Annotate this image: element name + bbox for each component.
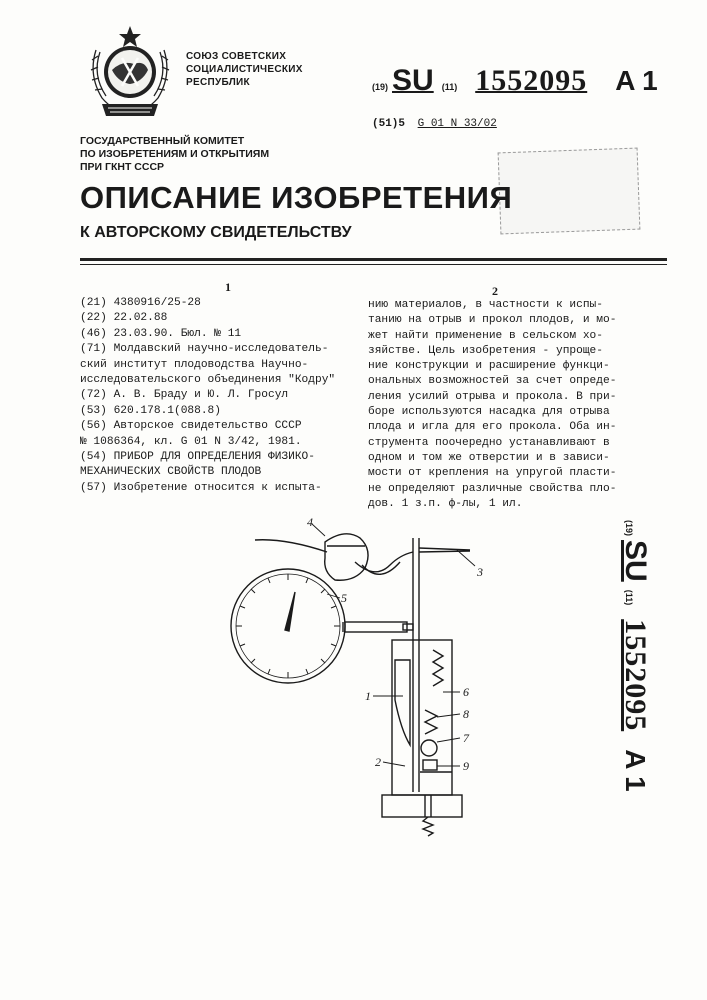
side-code-19: (19) (624, 520, 634, 537)
patent-number: 1552095 (475, 64, 588, 97)
country-name-line: РЕСПУБЛИК (186, 77, 250, 88)
side-country-code: SU (619, 540, 652, 582)
ipc-code: (51)5 (372, 118, 406, 130)
label-2: 2 (375, 755, 381, 769)
kind-code: A 1 (615, 65, 658, 96)
header-rule-thin (80, 264, 667, 265)
label-7: 7 (463, 731, 469, 745)
biblio-line: МЕХАНИЧЕСКИХ СВОЙСТВ ПЛОДОВ (80, 466, 262, 479)
label-5: 5 (341, 591, 347, 605)
label-1: 1 (365, 689, 371, 703)
side-code-11: (11) (624, 589, 634, 606)
side-kind-code: A 1 (620, 749, 651, 792)
country-code: SU (392, 64, 434, 97)
label-9: 9 (463, 759, 469, 773)
committee-line: ПРИ ГКНТ СССР (80, 161, 165, 173)
stamp-line (499, 159, 637, 164)
bibliographic-data (80, 296, 350, 496)
biblio-line: № 1086364, кл. G 01 N 3/42, 1981. (80, 435, 302, 448)
column-number-left: 1 (225, 280, 231, 294)
biblio-line: ский институт плодоводства Научно- (80, 358, 309, 371)
abstract-line: зяйстве. Цель изобретения - упроще- (368, 344, 603, 357)
committee-line: ПО ИЗОБРЕТЕНИЯМ И ОТКРЫТИЯМ (80, 148, 270, 160)
abstract-line: плода и игла для его прокола. Оба ин- (368, 421, 617, 434)
abstract-line: нию материалов, в частности к испы- (368, 299, 603, 311)
abstract-line: ние конструкции и расширение функци- (368, 360, 610, 373)
side-publication-number (620, 520, 680, 840)
biblio-line: (22) 22.02.88 (80, 312, 168, 325)
biblio-line: (71) Молдавский научно-исследователь- (80, 343, 329, 356)
publication-number (372, 64, 658, 98)
abstract-line: мости от крепления на упругой пласти- (368, 467, 617, 480)
abstract-line: ления усилий отрыва и прокола. В при- (368, 390, 617, 403)
label-8: 8 (463, 707, 469, 721)
committee-name (80, 135, 269, 174)
header-rule (80, 258, 667, 261)
biblio-line: (72) А. В. Браду и Ю. Л. Гросул (80, 389, 289, 402)
library-stamp (498, 148, 641, 235)
abstract-line: жет найти применение в сельском хо- (368, 329, 603, 342)
code-11: (11) (441, 82, 458, 92)
abstract-line: не определяют различные свойства пло- (368, 482, 617, 495)
abstract-line: струмента поочередно устанавливают в (368, 436, 610, 449)
code-19: (19) (372, 82, 389, 92)
biblio-line: (54) ПРИБОР ДЛЯ ОПРЕДЕЛЕНИЯ ФИЗИКО- (80, 451, 315, 464)
abstract-line: боре используются насадка для отрыва (368, 406, 610, 419)
device-drawing (215, 510, 500, 840)
label-4: 4 (307, 515, 313, 529)
abstract-line: одном и том же отверстии и в зависи- (368, 451, 610, 464)
abstract-line: дов. 1 з.п. ф-лы, 1 ил. (368, 497, 523, 510)
committee-line: ГОСУДАРСТВЕННЫЙ КОМИТЕТ (80, 135, 245, 147)
side-patent-number: 1552095 (619, 619, 652, 732)
abstract-line: ональных возможностей за счет опреде- (368, 375, 617, 388)
country-name (186, 50, 303, 89)
biblio-line: (46) 23.03.90. Бюл. № 11 (80, 327, 242, 340)
biblio-line: (56) Авторское свидетельство СССР (80, 420, 302, 433)
ipc-classification (372, 118, 497, 130)
document-title: ОПИСАНИЕ ИЗОБРЕТЕНИЯ (80, 180, 513, 215)
abstract-text (368, 298, 668, 512)
label-6: 6 (463, 685, 469, 699)
biblio-line: (53) 620.178.1(088.8) (80, 404, 221, 417)
stamp-line (499, 159, 637, 164)
ussr-emblem (82, 20, 178, 120)
document-subtitle: К АВТОРСКОМУ СВИДЕТЕЛЬСТВУ (80, 224, 352, 241)
abstract-line: танию на отрыв и прокол плодов, и мо- (368, 314, 617, 327)
biblio-line: (21) 4380916/25-28 (80, 297, 201, 309)
country-name-line: СОЦИАЛИСТИЧЕСКИХ (186, 64, 303, 75)
stamp-line (499, 159, 637, 164)
biblio-line: (57) Изобретение относится к испыта- (80, 481, 322, 494)
ipc-class: G 01 N 33/02 (417, 118, 497, 130)
country-name-line: СОЮЗ СОВЕТСКИХ (186, 51, 287, 62)
column-number-right: 2 (492, 284, 498, 298)
label-3: 3 (477, 565, 483, 579)
biblio-line: исследовательского объединения "Кодру" (80, 374, 336, 387)
